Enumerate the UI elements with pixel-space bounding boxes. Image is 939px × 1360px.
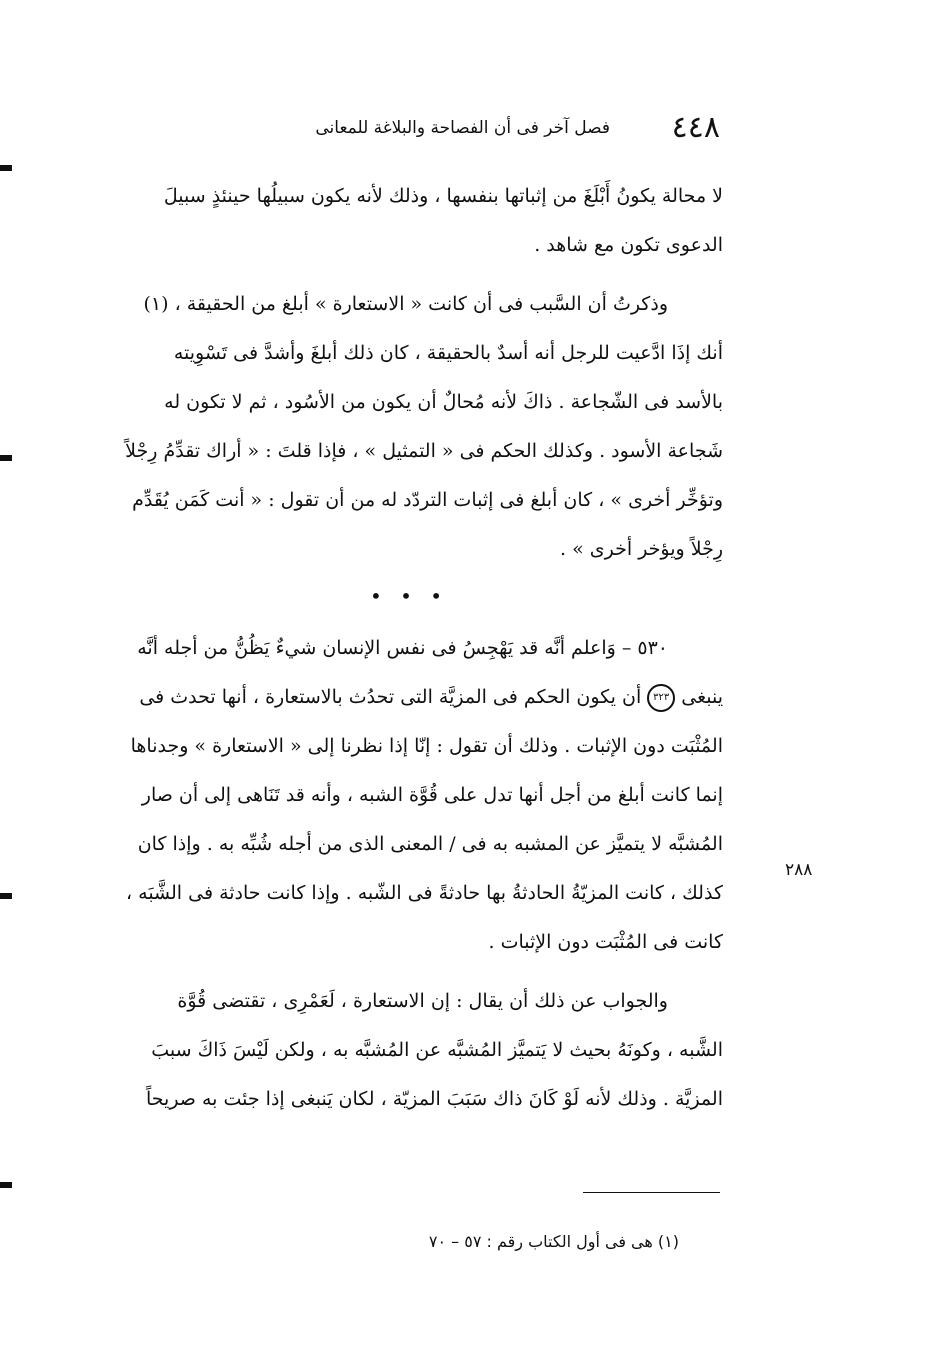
scan-edge-mark xyxy=(0,455,12,461)
text-fragment: ينبغى xyxy=(681,686,723,708)
scan-edge-mark xyxy=(0,1182,12,1188)
text-line: والجواب عن ذلك أن يقال : إن الاستعارة ، لَعَمْرِى ، تقتضى قُوَّة xyxy=(177,990,668,1012)
text-line: وتؤخِّر أخرى » ، كان أبلغ فى إثبات التردّد له من أن تقول : « أنت كَمَن يُقَدِّم xyxy=(132,489,723,511)
text-line: المُشبَّه لا يتميَّز عن المشبه به فى / المعنى الذى من أجله شُبِّه به . وإذا كان xyxy=(137,833,723,855)
paragraph-1 xyxy=(95,172,723,270)
paragraph-2 xyxy=(95,280,723,574)
text-line: شَجاعة الأسود . وكذلك الحكم فى « التمثيل » ، فإذا قلتَ : « أراك تقدِّمُ رِجْلاً xyxy=(125,440,723,462)
text-line xyxy=(95,673,723,722)
text-line: الدعوى تكون مع شاهد . xyxy=(534,234,723,256)
text-line: ٥٣٠ – وَاعلم أنَّه قد يَهْجِسُ فى نفس الإنسان شيءٌ يَظُنُّ من أجله أنَّه xyxy=(137,637,668,659)
paragraph-530 xyxy=(95,624,723,967)
section-separator: • • • xyxy=(369,584,449,608)
footnote: (١) هى فى أول الكتاب رقم : ٥٧ – ٧٠ xyxy=(428,1232,679,1251)
text-line: المزيَّة . وذلك لأنه لَوْ كَانَ ذاك سَبَبَ المزيّة ، لكان يَنبغى إذا جئت به صريحاً xyxy=(145,1088,723,1110)
text-line: رِجْلاً ويؤخر أخرى » . xyxy=(560,538,723,560)
body-text xyxy=(95,172,723,1124)
text-line: المُثْبَت دون الإثبات . وذلك أن تقول : إنّا إذا نظرنا إلى « الاستعارة » وجدناها xyxy=(130,735,723,757)
scan-edge-mark xyxy=(0,165,12,171)
text-line: إنما كانت أبلغ من أجل أنها تدل على قُوَّة الشبه ، وأنه قد تَنَاهى إلى أن صار xyxy=(141,784,723,806)
scan-edge-mark xyxy=(0,893,12,899)
page-number: ٤٤٨ xyxy=(671,110,720,145)
text-line: وذكرتُ أن السَّبب فى أن كانت « الاستعارة » أبلغ من الحقيقة ، (١) xyxy=(143,293,668,315)
text-line: أنك إذَا ادَّعيت للرجل أنه أسدٌ بالحقيقة ، كان ذلك أبلغَ وأشدَّ فى تَسْوِيته xyxy=(173,342,723,364)
text-line: لا محالة يكونُ أَبْلَغَ من إثباتها بنفسها ، وذلك لأنه يكون سبيلُها حينئذٍ سبيلَ xyxy=(163,185,723,207)
text-line: بالأسد فى الشّجاعة . ذاكَ لأنه مُحالٌ أن يكون من الأسُود ، ثم لا تكون له xyxy=(164,391,723,413)
page-header xyxy=(260,110,720,150)
text-line: كانت فى المُثْبَت دون الإثبات . xyxy=(488,931,723,953)
text-line: كذلك ، كانت المزيّةُ الحادثةُ بها حادثةً فى الشّبه . وإذا كانت حادثة فى الشَّبَه ، xyxy=(125,882,723,904)
running-title: فصل آخر فى أن الفصاحة والبلاغة للمعانى xyxy=(315,118,610,138)
manuscript-ref-marker: ٣٢٣ xyxy=(647,684,675,712)
margin-page-reference: ٢٨٨ xyxy=(785,860,813,880)
paragraph-4 xyxy=(95,977,723,1124)
text-line: الشَّبه ، وكونَهُ بحيث لا يَتميَّز المُشبَّه عن المُشبَّه به ، ولكن لَيْسَ ذَاكَ سببَ xyxy=(151,1039,723,1061)
text-fragment: أن يكون الحكم فى المزيَّة التى تحدُث بالاستعارة ، أنها تحدث فى xyxy=(139,686,642,708)
footnote-divider xyxy=(583,1192,720,1193)
